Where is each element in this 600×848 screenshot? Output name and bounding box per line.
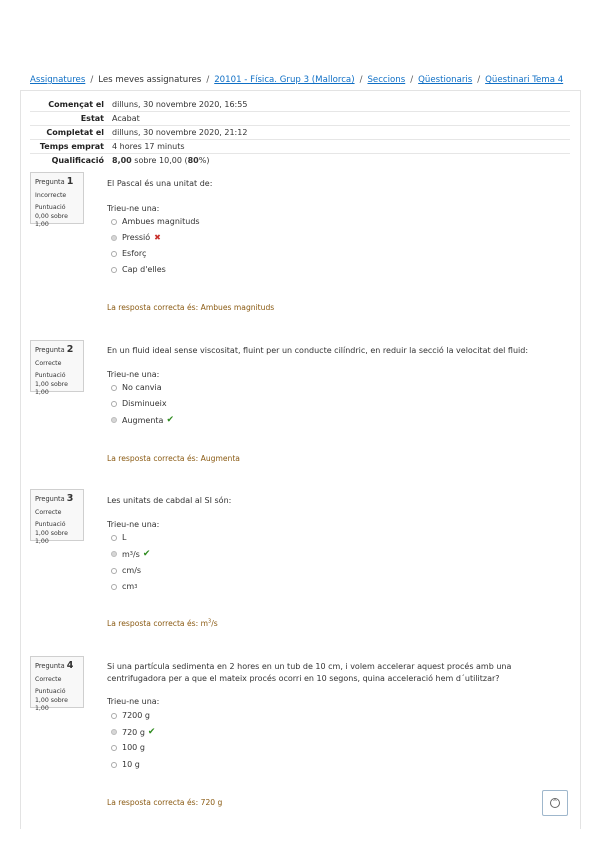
question-text-4: Si una partícula sedimenta en 2 hores en un tub de 10 cm, i volem accelerar aquest procés amb una centrifugadora per a que el mateix procés ocorri en 10 segons, quina acceleració hem d´utilitzar? <box>107 662 512 683</box>
question-word: Pregunta <box>35 178 65 186</box>
grade-percent: 80 <box>187 156 199 165</box>
option-label-tail: /s <box>132 549 140 559</box>
option-label: Ambues magnituds <box>122 217 200 226</box>
question-text-3: Les unitats de cabdal al SI són: <box>107 496 232 505</box>
question-word: Pregunta <box>35 346 65 354</box>
option-q3-1[interactable] <box>111 533 126 542</box>
option-q3-4[interactable]: cm 3 <box>111 582 137 591</box>
question-word: Pregunta <box>35 495 65 503</box>
radio-icon[interactable] <box>111 267 117 273</box>
correct-check-icon: ✔ <box>147 727 156 737</box>
summary-row-started <box>30 98 570 112</box>
scroll-to-top-button[interactable] <box>542 790 568 816</box>
option-label: Esforç <box>122 249 147 258</box>
question-state: Correcte <box>35 359 62 367</box>
option-q4-2[interactable] <box>111 727 155 737</box>
breadcrumb-les-meves-assignatures: Les meves assignatures <box>98 75 202 85</box>
feedback-answer: m <box>200 619 209 628</box>
answer-prompt: Trieu-ne una: <box>107 204 160 213</box>
breadcrumb-separator: / <box>410 75 414 85</box>
question-text-2: En un fluid ideal sense viscositat, fluint per un conducte cilíndric, en reduir la secció la velocitat del fluid: <box>107 346 529 355</box>
option-q1-1[interactable] <box>111 217 200 226</box>
breadcrumb-separator: / <box>359 75 363 85</box>
option-q2-3[interactable] <box>111 415 174 425</box>
option-label: Pressió <box>122 233 151 242</box>
radio-icon[interactable] <box>111 219 117 225</box>
attempt-summary <box>30 98 570 167</box>
main-panel <box>20 90 581 829</box>
question-number-value: 2 <box>66 344 74 355</box>
summary-value <box>112 154 570 168</box>
radio-icon[interactable] <box>111 251 117 257</box>
breadcrumb-course[interactable]: 20101 - Física. Grup 3 (Mallorca) <box>214 75 355 85</box>
correct-answer-feedback-1 <box>107 303 274 312</box>
question-number <box>35 660 79 673</box>
feedback-prefix: La resposta correcta és: <box>107 303 199 312</box>
summary-label: Qualificació <box>30 154 112 168</box>
option-label: L <box>122 533 127 542</box>
question-score: Puntuació 0,00 sobre 1,00 <box>35 204 68 228</box>
option-label: m <box>122 549 130 559</box>
question-score: Puntuació 1,00 sobre 1,00 <box>35 688 68 712</box>
option-label: 100 g <box>122 743 145 752</box>
feedback-answer: 720 g <box>200 798 223 807</box>
superscript: 3 <box>208 618 212 625</box>
breadcrumb-quiz[interactable]: Qüestinari Tema 4 <box>485 75 564 85</box>
breadcrumb-separator: / <box>206 75 210 85</box>
summary-row-state <box>30 112 570 126</box>
radio-icon[interactable] <box>111 745 117 751</box>
breadcrumb-questionaris[interactable]: Qüestionaris <box>418 75 473 85</box>
grade-score: 8,00 <box>112 156 132 165</box>
radio-icon[interactable] <box>111 568 117 574</box>
option-label: 720 g <box>122 727 145 737</box>
question-score: Puntuació 1,00 sobre 1,00 <box>35 372 68 396</box>
chevron-up-icon: ^ <box>550 798 560 808</box>
question-number <box>35 493 79 506</box>
option-q4-3[interactable] <box>111 743 145 752</box>
question-number <box>35 344 79 357</box>
summary-label: Començat el <box>48 100 104 109</box>
radio-selected-icon[interactable] <box>111 729 117 735</box>
breadcrumb-seccions[interactable]: Seccions <box>367 75 406 85</box>
summary-row-time <box>30 140 570 154</box>
option-q3-2[interactable]: m 3 /s ✔ <box>111 549 150 559</box>
feedback-answer: Ambues magnituds <box>200 303 275 312</box>
option-q1-4[interactable] <box>111 265 166 274</box>
summary-value: 4 hores 17 minuts <box>112 140 570 154</box>
correct-answer-feedback-3 <box>107 619 218 628</box>
summary-row-grade <box>30 154 570 168</box>
question-state: Correcte <box>35 508 62 516</box>
question-info-3 <box>30 489 84 545</box>
question-number-value: 1 <box>66 176 74 187</box>
question-number-value: 3 <box>66 493 74 504</box>
grade-end: %) <box>198 156 210 165</box>
answer-prompt: Trieu-ne una: <box>107 697 160 706</box>
breadcrumb-separator: / <box>477 75 481 85</box>
correct-check-icon: ✔ <box>142 549 151 559</box>
feedback-answer-tail: /s <box>211 619 218 628</box>
option-label: Cap d'elles <box>122 265 166 274</box>
summary-value: dilluns, 30 novembre 2020, 21:12 <box>112 126 570 140</box>
question-info-1 <box>30 172 84 228</box>
option-label: cm <box>122 582 135 591</box>
feedback-prefix: La resposta correcta és: <box>107 798 199 807</box>
option-q3-3[interactable] <box>111 566 141 575</box>
summary-label: Completat el <box>30 126 112 140</box>
feedback-prefix: La resposta correcta és: <box>107 619 199 628</box>
breadcrumb-assignatures[interactable]: Assignatures <box>30 75 86 85</box>
breadcrumb-separator: / <box>90 75 94 85</box>
radio-selected-icon[interactable] <box>111 417 117 423</box>
radio-selected-icon[interactable] <box>111 551 117 557</box>
answer-prompt: Trieu-ne una: <box>107 370 160 379</box>
radio-icon[interactable] <box>111 584 117 590</box>
radio-icon[interactable] <box>111 762 117 768</box>
radio-icon[interactable] <box>111 385 117 391</box>
grade-mid: sobre 10,00 ( <box>134 156 188 165</box>
correct-check-icon: ✔ <box>166 415 174 425</box>
summary-label: Estat <box>30 112 112 126</box>
summary-row-completed <box>30 126 570 140</box>
summary-label: Temps emprat <box>30 140 112 154</box>
option-q2-1[interactable] <box>111 383 162 392</box>
question-number <box>35 176 79 189</box>
radio-selected-icon[interactable] <box>111 235 117 241</box>
question-info-4 <box>30 656 84 712</box>
question-state: Correcte <box>35 675 62 683</box>
incorrect-icon: ✖ <box>154 233 161 242</box>
question-info-2 <box>30 340 84 396</box>
option-q4-1[interactable] <box>111 711 150 720</box>
answer-prompt: Trieu-ne una: <box>107 520 160 529</box>
question-number-value: 4 <box>66 660 74 671</box>
option-label: Disminueix <box>122 399 167 408</box>
correct-answer-feedback-2 <box>107 454 240 463</box>
question-text-1: El Pascal és una unitat de: <box>107 179 213 188</box>
option-q1-3[interactable] <box>111 249 146 258</box>
option-label: 7200 g <box>122 711 150 720</box>
question-score: Puntuació 1,00 sobre 1,00 <box>35 521 68 545</box>
radio-icon[interactable] <box>111 713 117 719</box>
question-word: Pregunta <box>35 662 65 670</box>
option-q4-4[interactable] <box>111 760 140 769</box>
option-q1-2[interactable] <box>111 233 161 242</box>
summary-value: Acabat <box>112 112 570 126</box>
radio-icon[interactable] <box>111 401 117 407</box>
summary-value: dilluns, 30 novembre 2020, 16:55 <box>112 100 248 109</box>
option-label: cm/s <box>122 566 142 575</box>
feedback-answer: Augmenta <box>200 454 240 463</box>
question-state: Incorrecte <box>35 191 67 199</box>
option-q2-2[interactable] <box>111 399 167 408</box>
radio-icon[interactable] <box>111 535 117 541</box>
option-label: 10 g <box>122 760 140 769</box>
correct-answer-feedback-4 <box>107 798 222 807</box>
feedback-prefix: La resposta correcta és: <box>107 454 199 463</box>
option-label: Augmenta <box>122 415 164 425</box>
option-label: No canvia <box>122 383 162 392</box>
breadcrumb <box>30 75 578 91</box>
